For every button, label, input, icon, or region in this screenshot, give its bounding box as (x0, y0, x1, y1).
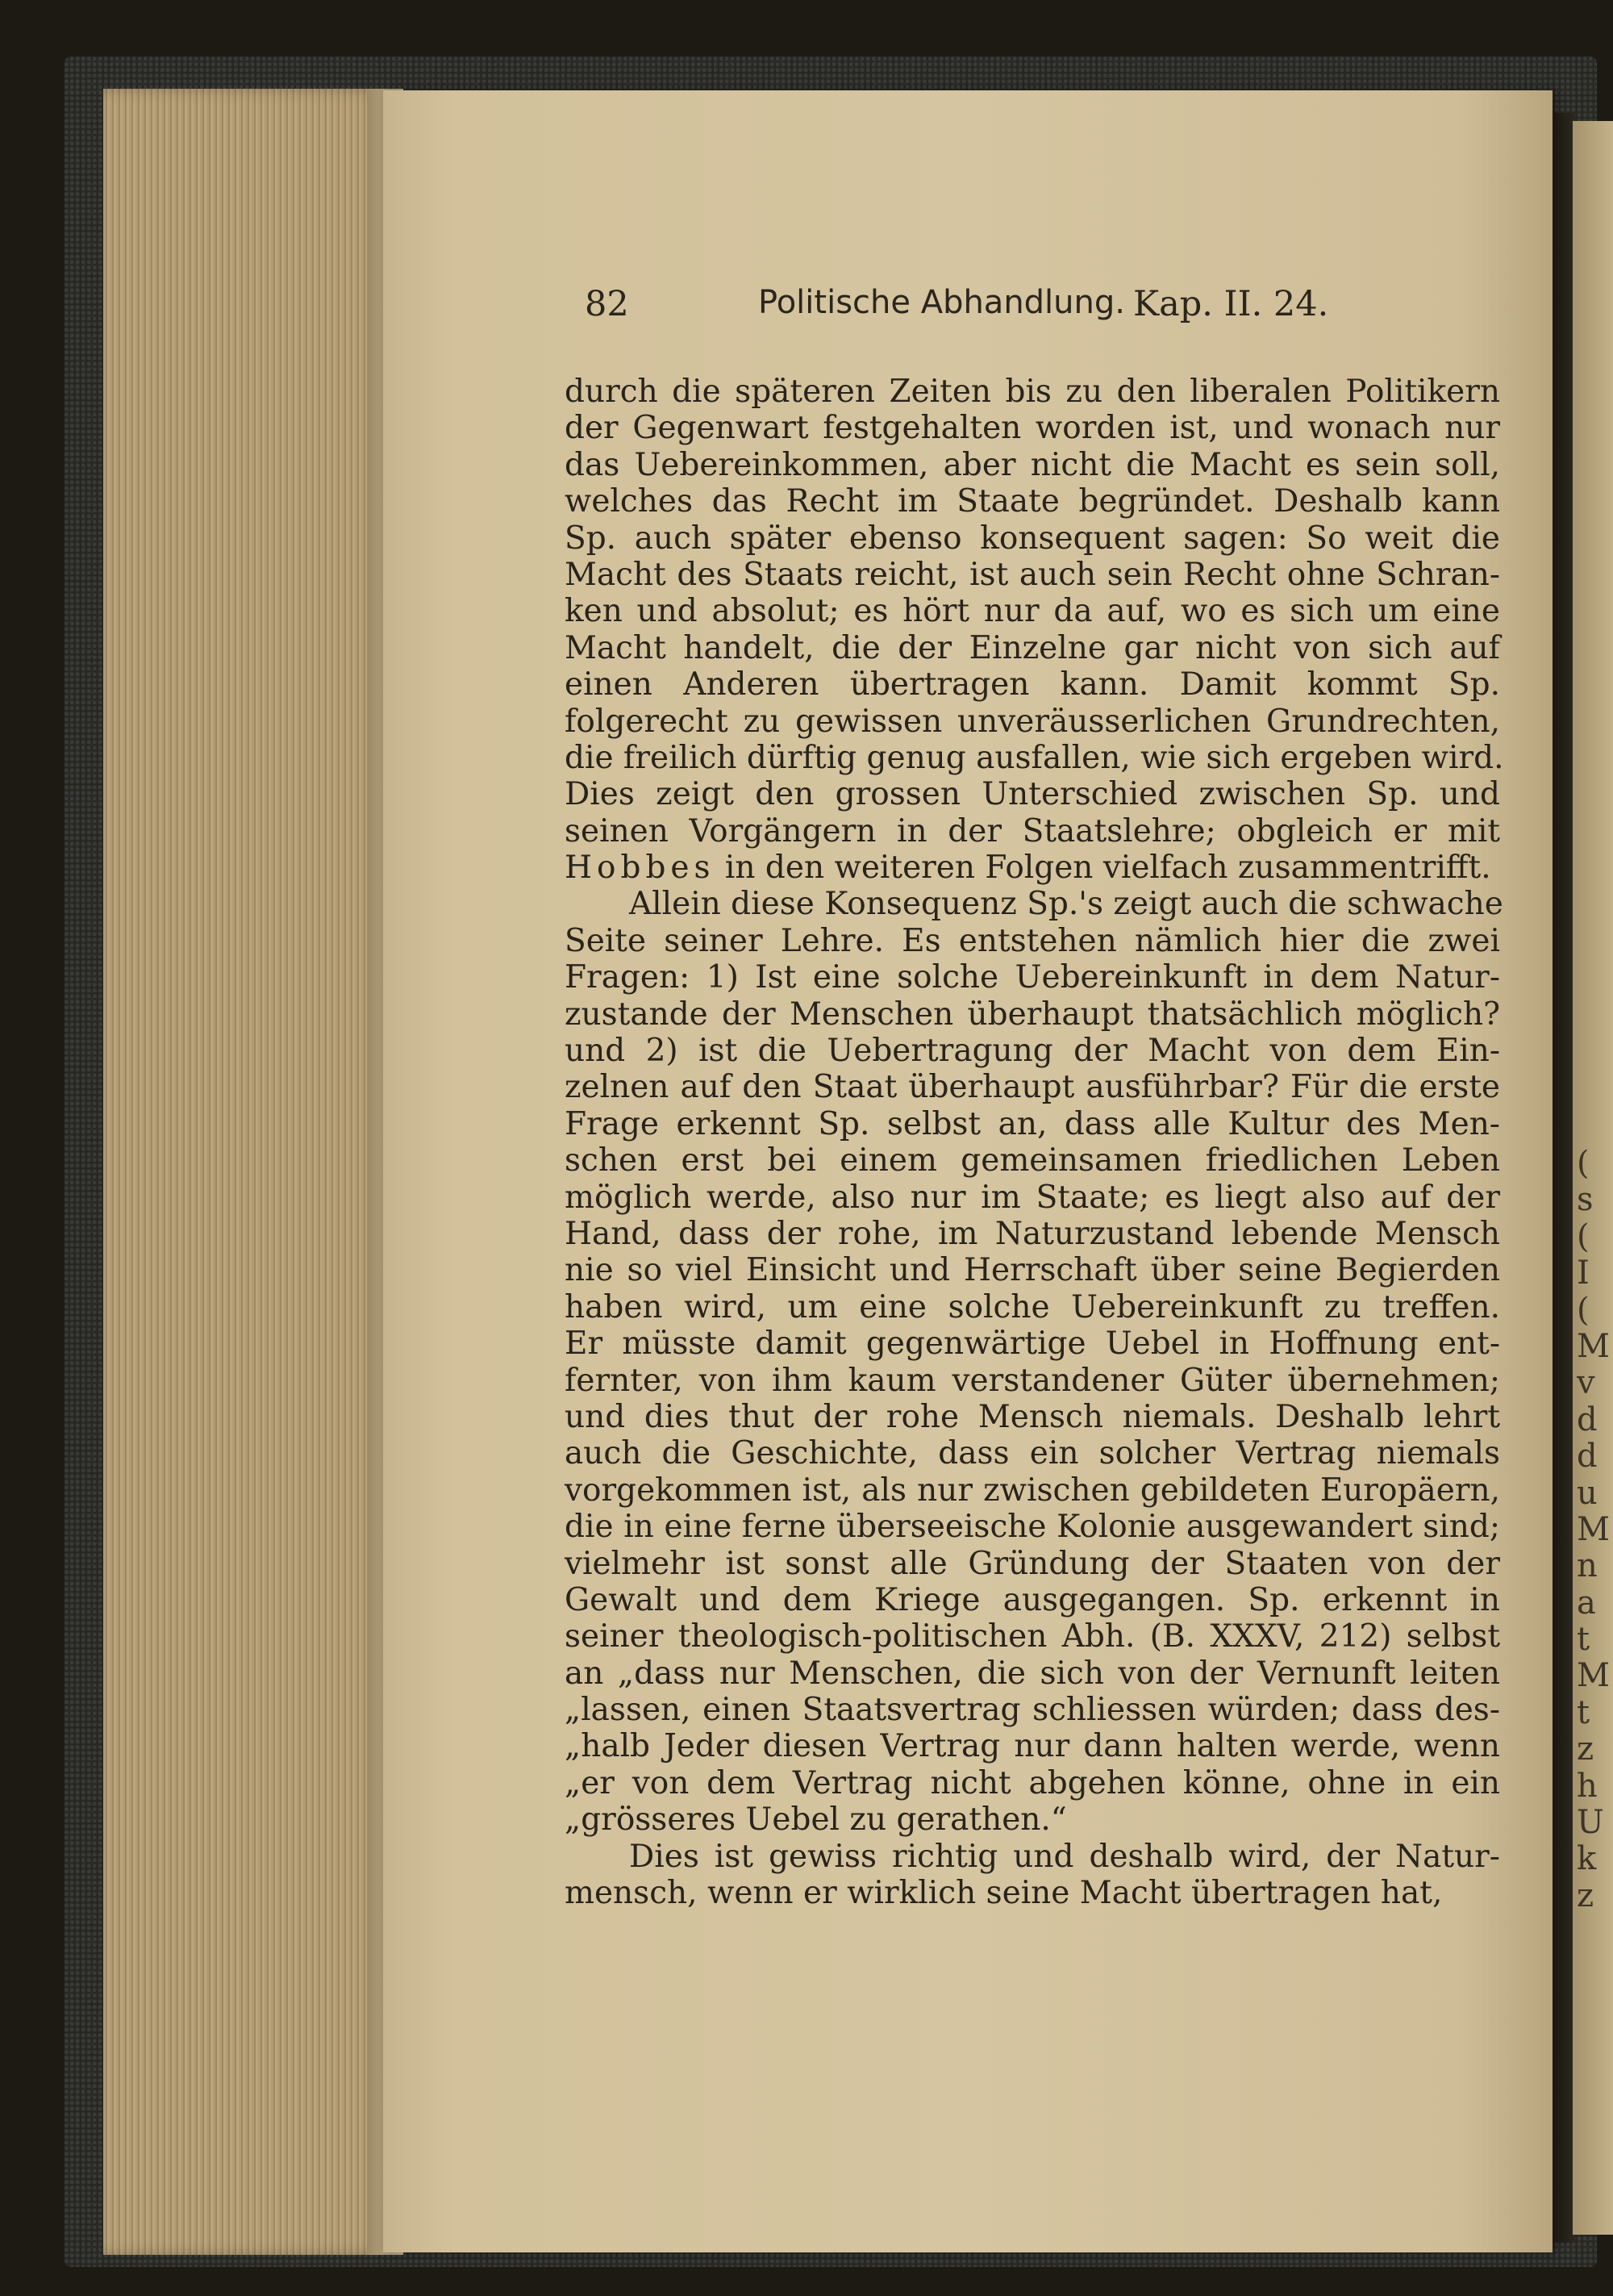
facing-page-fragment: n (1577, 1547, 1598, 1585)
page-header (585, 284, 1331, 332)
body-text (565, 374, 1504, 1912)
text-line: zelnen auf den Staat überhaupt ausführbar? Für die erste (565, 1069, 1500, 1106)
text-line: Frage erkennt Sp. selbst an, dass alle Kultur des Men- (565, 1105, 1500, 1142)
facing-page-fragment: t (1577, 1693, 1590, 1731)
facing-page-fragment: k (1577, 1840, 1597, 1878)
text-line: und 2) ist die Uebertragung der Macht von dem Ein- (565, 1033, 1500, 1070)
page-edges (103, 89, 394, 2255)
facing-page-fragment: M (1577, 1510, 1610, 1548)
text-line: schen erst bei einem gemeinsamen friedlichen Leben (565, 1142, 1500, 1179)
text-line: Seite seiner Lehre. Es entstehen nämlich hier die zwei (565, 922, 1500, 959)
facing-page-fragment: z (1577, 1730, 1594, 1768)
text-line: welches das Recht im Staate begründet. Deshalb kann (565, 483, 1500, 520)
text-line: zustande der Menschen überhaupt thatsächlich möglich? (565, 996, 1500, 1033)
text-line: ken und absolut; es hört nur da auf, wo es sich um eine (565, 593, 1500, 630)
facing-page-fragment: t (1577, 1621, 1590, 1659)
text-line: an „dass nur Menschen, die sich von der Vernunft leiten (565, 1655, 1500, 1692)
text-line: einen Anderen übertragen kann. Damit kommt Sp. (565, 666, 1500, 703)
text-line: Hobbes in den weiteren Folgen vielfach zusammentrifft. (565, 850, 1491, 887)
facing-page-text-fragments (1577, 1146, 1613, 1914)
text-line: der Gegenwart festgehalten worden ist, und wonach nur (565, 410, 1500, 447)
facing-page-fragment: d (1577, 1438, 1598, 1476)
binding-gap (1553, 113, 1575, 2243)
text-line: die freilich dürftig genug ausfallen, wie sich ergeben wird. (565, 739, 1504, 776)
text-line: möglich werde, also nur im Staate; es liegt also auf der (565, 1179, 1500, 1216)
facing-page-fragment: M (1577, 1327, 1610, 1365)
text-line: folgerecht zu gewissen unveräusserlichen Grundrechten, (565, 703, 1500, 740)
text-line: Gewalt und dem Kriege ausgegangen. Sp. erkennt in (565, 1581, 1500, 1618)
text-line: fernter, von ihm kaum verstandener Güter übernehmen; (565, 1362, 1500, 1399)
page-number: 82 (585, 284, 629, 324)
facing-page-fragment: ( (1577, 1146, 1590, 1182)
text-line: auch die Geschichte, dass ein solcher Vertrag niemals (565, 1435, 1500, 1472)
text-line: „er von dem Vertrag nicht abgehen könne, ohne in ein (565, 1764, 1500, 1801)
text-line: Dies ist gewiss richtig und deshalb wird, der Natur- (629, 1838, 1500, 1875)
facing-page-fragment: d (1577, 1401, 1598, 1438)
text-line: das Uebereinkommen, aber nicht die Macht es sein soll, (565, 446, 1500, 483)
text-line: mensch, wenn er wirklich seine Macht übertragen hat, (565, 1875, 1443, 1912)
text-line: Allein diese Konsequenz Sp.'s zeigt auch die schwache (629, 886, 1503, 923)
text-line: Sp. auch später ebenso konsequent sagen: So weit die (565, 520, 1500, 557)
text-line: nie so viel Einsicht und Herrschaft über seine Begierden (565, 1252, 1500, 1289)
facing-page-fragment: v (1577, 1364, 1595, 1402)
text-line: Macht handelt, die der Einzelne gar nicht von sich auf (565, 629, 1500, 666)
text-line: Er müsste damit gegenwärtige Uebel in Hoffnung ent- (565, 1325, 1500, 1363)
chapter-reference: Kap. II. 24. (1133, 284, 1329, 324)
text-line: vielmehr ist sonst alle Gründung der Staaten von der (565, 1545, 1500, 1582)
text-line: „lassen, einen Staatsvertrag schliessen würden; dass des- (565, 1692, 1500, 1729)
facing-page-fragment: ( (1577, 1291, 1590, 1329)
text-line: Fragen: 1) Ist eine solche Uebereinkunft in dem Natur- (565, 959, 1500, 996)
facing-page-fragment: M (1577, 1657, 1610, 1695)
text-line: seinen Vorgängern in der Staatslehre; obgleich er mit (565, 812, 1500, 850)
facing-page-fragment: h (1577, 1767, 1598, 1805)
text-line: seiner theologisch-politischen Abh. (B. XXXV, 212) selbst (565, 1618, 1500, 1655)
facing-page-fragment: I (1577, 1254, 1590, 1292)
text-line: die in eine ferne überseeische Kolonie ausgewandert sind; (565, 1509, 1500, 1546)
text-line: haben wird, um eine solche Uebereinkunft zu treffen. (565, 1288, 1500, 1325)
text-line: Macht des Staats reicht, ist auch sein Recht ohne Schran- (565, 556, 1500, 593)
text-line: „grösseres Uebel zu gerathen.“ (565, 1801, 1067, 1839)
text-line: Hand, dass der rohe, im Naturzustand lebende Mensch (565, 1215, 1500, 1252)
facing-page-fragment: z (1577, 1876, 1594, 1914)
text-line: durch die späteren Zeiten bis zu den liberalen Politikern (565, 374, 1500, 410)
facing-page-fragment: a (1577, 1584, 1596, 1622)
running-title: Politische Abhandlung. (758, 284, 1125, 321)
facing-page-fragment: U (1577, 1804, 1604, 1842)
text-line: „halb Jeder diesen Vertrag nur dann halten werde, wenn (565, 1728, 1500, 1765)
facing-page-fragment: s (1577, 1181, 1594, 1219)
text-line: vorgekommen ist, als nur zwischen gebildeten Europäern, (565, 1472, 1500, 1509)
text-line: und dies thut der rohe Mensch niemals. Deshalb lehrt (565, 1398, 1500, 1435)
facing-page-fragment: ( (1577, 1217, 1590, 1255)
facing-page-fragment: u (1577, 1474, 1598, 1512)
text-line: Dies zeigt den grossen Unterschied zwischen Sp. und (565, 776, 1500, 813)
